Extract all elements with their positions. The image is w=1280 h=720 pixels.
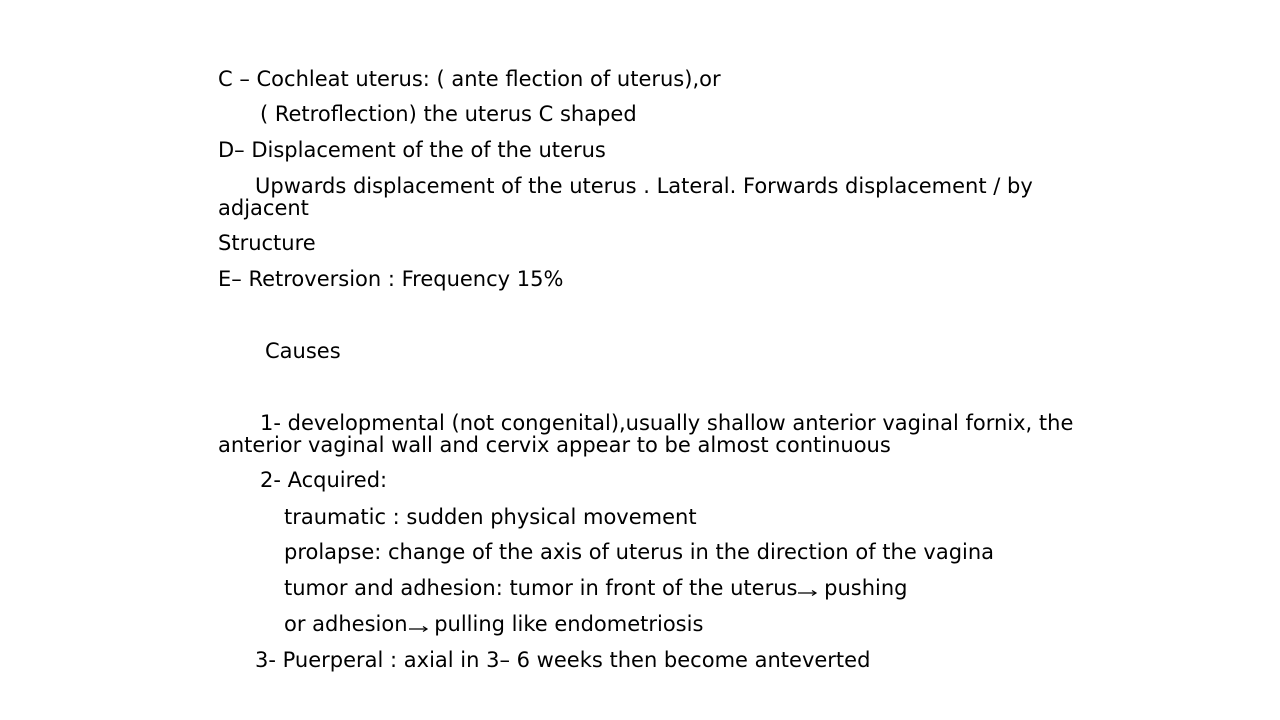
line-prolapse: prolapse: change of the axis of uterus in the direction of the vagina <box>284 540 995 564</box>
line-retroflection: ( Retroflection) the uterus C shaped <box>260 102 637 126</box>
pulling-text: pulling like endometriosis <box>427 612 704 636</box>
line-displacement: D– Displacement of the of the uterus <box>218 138 606 162</box>
line-cochleat-uterus: C – Cochleat uterus: ( ante flection of uterus),or <box>218 67 721 91</box>
line-developmental: 1- developmental (not congenital),usually shallow anterior vaginal fornix, the anterior vaginal wall and cervix appear to be almost continuous <box>218 411 1074 457</box>
line-upwards-displacement: Upwards displacement of the uterus . Lateral. Forwards displacement / by adjacent <box>218 174 1033 220</box>
right-arrow-icon <box>408 617 428 631</box>
line-acquired: 2- Acquired: <box>260 468 388 492</box>
line-tumor-adhesion <box>284 577 1144 599</box>
line-retroversion: E– Retroversion : Frequency 15% <box>218 267 564 291</box>
tumor-text: tumor and adhesion: tumor in front of the uterus <box>284 576 798 600</box>
line-structure: Structure <box>218 231 316 255</box>
line-causes-heading: Causes <box>265 339 341 363</box>
line-or-adhesion <box>284 613 1144 635</box>
right-arrow-icon <box>797 581 817 595</box>
line-traumatic: traumatic : sudden physical movement <box>284 505 697 529</box>
adhesion-text: or adhesion <box>284 612 408 636</box>
pushing-text: pushing <box>817 576 908 600</box>
line-puerperal: 3- Puerperal : axial in 3– 6 weeks then become anteverted <box>255 648 871 672</box>
